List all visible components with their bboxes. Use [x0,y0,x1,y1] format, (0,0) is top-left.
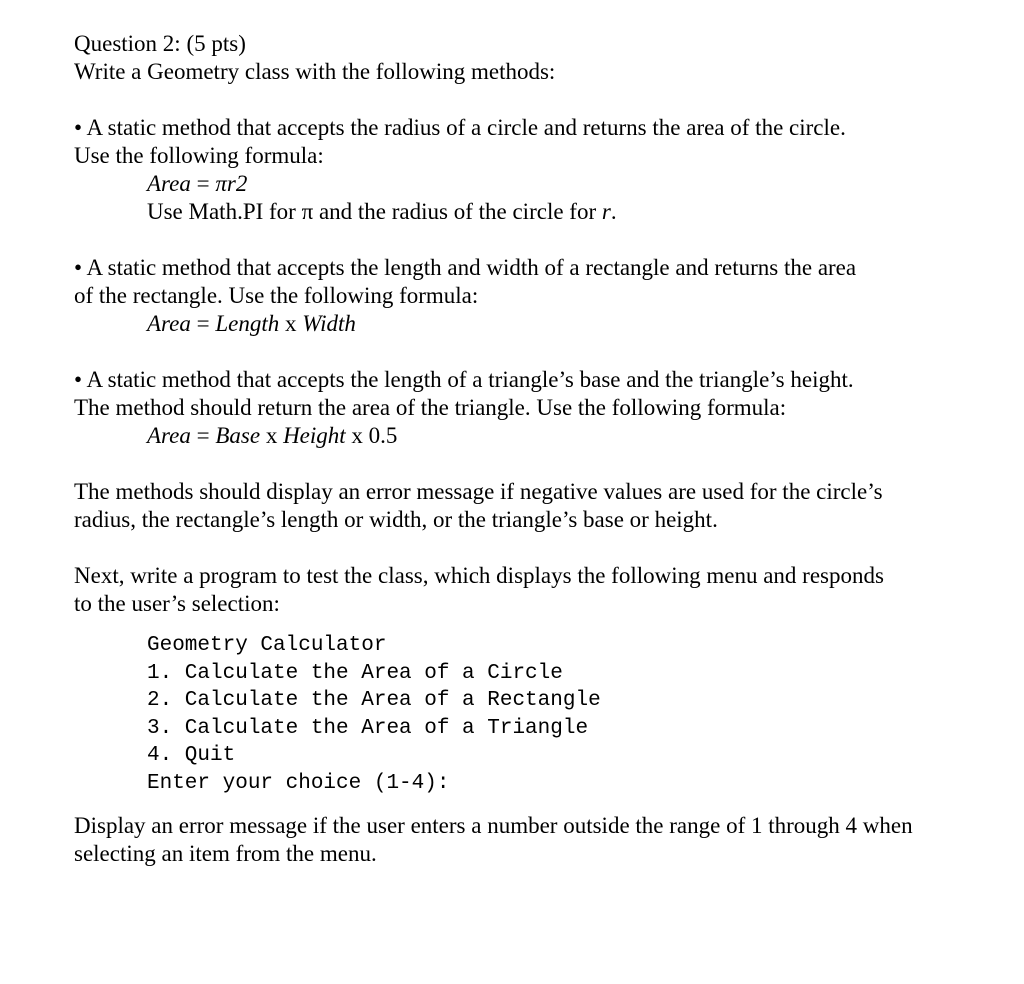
circle-note-text: Use Math.PI for π and the radius of the circle for [147,199,602,224]
menu-item: 4. Quit [147,744,236,768]
menu-item: 3. Calculate the Area of a Triangle [147,716,589,740]
formula-height-term: Height [283,423,346,448]
menu-item: 1. Calculate the Area of a Circle [147,661,563,685]
spacer [74,226,974,254]
spacer [74,86,974,114]
formula-area-label: Area [147,311,191,336]
circle-area-formula [74,170,974,198]
rectangle-method-line2: of the rectangle. Use the following formula: [74,283,479,308]
circle-note-variable: r [601,199,611,224]
program-paragraph-line2: to the user’s selection: [74,591,280,616]
menu-prompt: Enter your choice (1-4): [147,771,450,795]
menu-title: Geometry Calculator [147,634,387,657]
triangle-method-line2: The method should return the area of the triangle. Use the following formula: [74,395,787,420]
range-error-paragraph-line2: selecting an item from the menu. [74,840,377,866]
circle-note-period: . [610,199,617,224]
formula-equals: = [190,423,216,448]
formula-times: x [279,311,303,336]
triangle-method-line1: • A static method that accepts the length of a triangle’s base and the triangle’s height. [74,367,854,392]
assignment-document [74,30,974,868]
menu-item: 2. Calculate the Area of a Rectangle [147,689,601,713]
formula-half-factor: x 0.5 [345,423,398,448]
formula-area-label: Area [147,423,191,448]
error-paragraph-line1: The methods should display an error message if negative values are used for the circle’s [74,479,883,504]
spacer [74,338,974,366]
formula-area-label: Area [147,171,191,196]
range-error-paragraph-line1: Display an error message if the user enters a number outside the range of 1 through 4 when [74,812,913,838]
circle-method-line2: Use the following formula: [74,143,324,168]
formula-length-term: Length [215,311,280,336]
formula-equals: = [190,311,216,336]
error-paragraph-line2: radius, the rectangle’s length or width, or the triangle’s base or height. [74,507,718,532]
circle-formula-note [74,198,974,226]
question-heading: Question 2: (5 pts) [74,31,246,56]
formula-equals: = [190,171,216,196]
menu-code-block [74,632,974,798]
spacer [74,534,974,562]
formula-times: x [260,423,284,448]
formula-width-term: Width [302,311,356,336]
rectangle-area-formula [74,310,974,338]
question-intro: Write a Geometry class with the following methods: [74,59,556,84]
spacer [74,450,974,478]
program-paragraph-line1: Next, write a program to test the class, which displays the following menu and responds [74,563,884,588]
rectangle-method-line1: • A static method that accepts the length and width of a rectangle and returns the area [74,255,857,280]
formula-pi-r-squared: πr2 [215,171,248,196]
triangle-area-formula [74,422,974,450]
circle-method-line1: • A static method that accepts the radius of a circle and returns the area of the circle. [74,115,846,140]
formula-base-term: Base [215,423,261,448]
